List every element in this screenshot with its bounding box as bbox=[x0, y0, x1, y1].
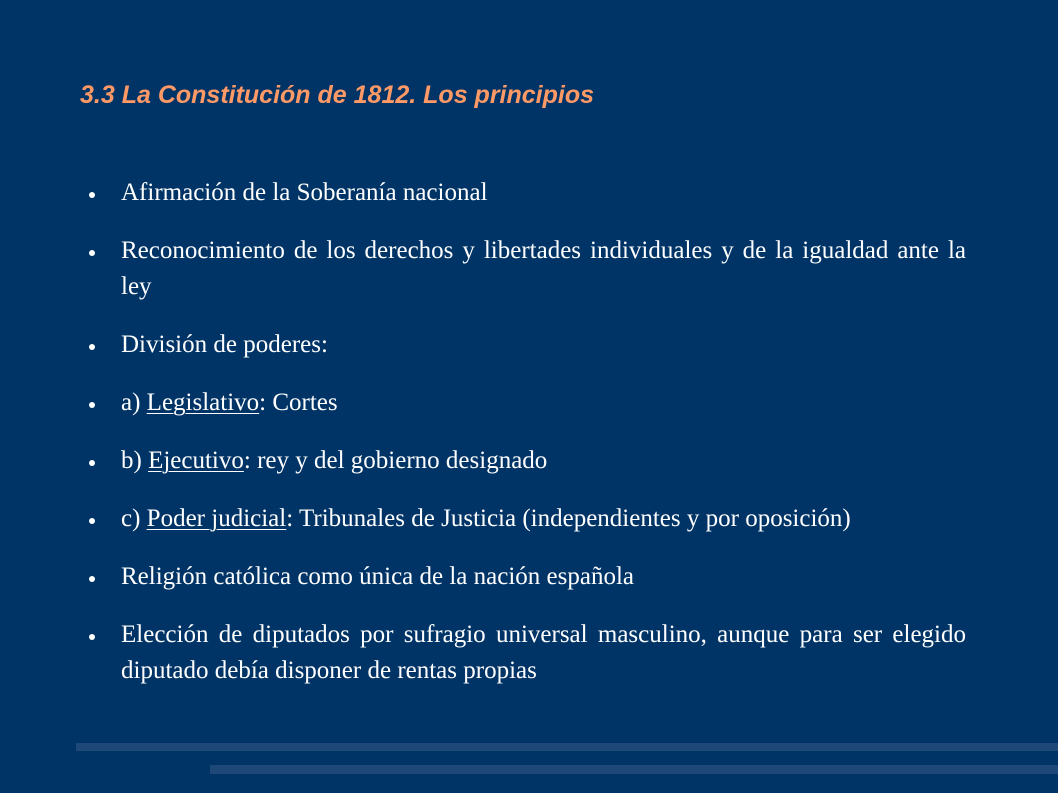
list-item bbox=[121, 233, 966, 305]
bullet-prefix: c) bbox=[121, 505, 147, 532]
bullet-dot-icon bbox=[89, 344, 95, 350]
legislativo-term: Legislativo bbox=[146, 389, 260, 416]
bullet-text: Afirmación de la Soberanía nacional bbox=[121, 179, 488, 206]
list-item bbox=[121, 385, 966, 421]
bullet-dot-icon bbox=[89, 402, 95, 408]
bullet-suffix: : Cortes bbox=[259, 389, 338, 416]
list-item bbox=[121, 443, 966, 479]
bullet-dot-icon bbox=[89, 250, 95, 256]
list-item bbox=[121, 501, 966, 537]
bullet-list bbox=[121, 175, 966, 711]
bullet-suffix: : Tribunales de Justicia (independientes y por oposición) bbox=[286, 505, 851, 532]
bullet-suffix: : rey y del gobierno designado bbox=[243, 447, 548, 474]
list-item bbox=[121, 175, 966, 211]
bullet-prefix: a) bbox=[121, 389, 147, 416]
list-item bbox=[121, 559, 966, 595]
poder-judicial-term: Poder judicial bbox=[146, 505, 287, 532]
bullet-dot-icon bbox=[89, 576, 95, 582]
bullet-text: Reconocimiento de los derechos y libertades individuales y de la igualdad ante la ley bbox=[121, 237, 966, 300]
list-item bbox=[121, 617, 966, 689]
bullet-dot-icon bbox=[89, 192, 95, 198]
slide-title: 3.3 La Constitución de 1812. Los principios bbox=[80, 81, 595, 109]
bullet-text: División de poderes: bbox=[121, 331, 328, 358]
bullet-prefix: b) bbox=[121, 447, 149, 474]
footer-band-lower bbox=[210, 765, 1058, 774]
bullet-dot-icon bbox=[89, 518, 95, 524]
bullet-dot-icon bbox=[89, 460, 95, 466]
bullet-text: Religión católica como única de la nación española bbox=[121, 563, 635, 590]
footer-band-upper bbox=[76, 743, 1058, 751]
list-item bbox=[121, 327, 966, 363]
bullet-dot-icon bbox=[89, 634, 95, 640]
bullet-text: Elección de diputados por sufragio universal masculino, aunque para ser elegido diputado debía disponer de rentas propias bbox=[121, 621, 966, 684]
ejecutivo-term: Ejecutivo bbox=[148, 447, 244, 474]
